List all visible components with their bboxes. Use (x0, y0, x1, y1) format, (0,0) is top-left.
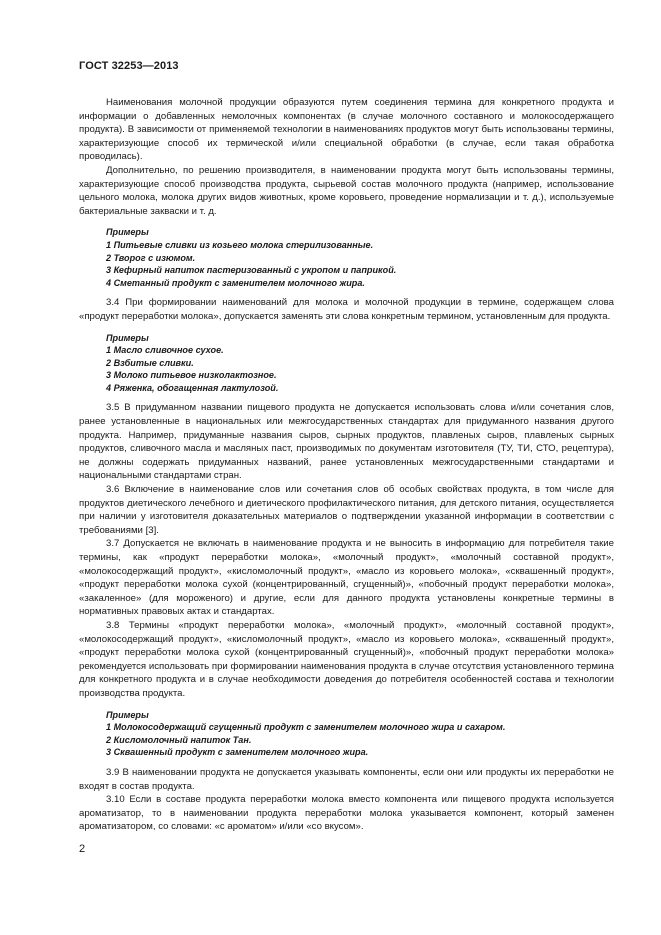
examples-block (106, 332, 614, 395)
example-item: 3 Сквашенный продукт с заменителем молочного жира. (106, 747, 369, 758)
paragraph-3-5: 3.5 В придуманном названии пищевого продукта не допускается использовать слова и/или сочетания слов, ранее установленные в национальных или межгосударственных стандартах для придуманного названия другого продукта. Например, придуманные названия сыров, сырных продуктов, плавленых сыров, плавленых сырных продуктов, сливочного масла и масляных паст, производимых по документам изготовителя (ТУ, ТИ, СТО, рецептура), не должны содержать придуманных названий, ранее установленных межгосударственными стандартами и национальными стандартами стран. (79, 402, 614, 482)
paragraph-3-7: 3.7 Допускается не включать в наименование продукта и не выносить в информацию для потребителя такие термины, как «продукт переработки молока», «молочный продукт», «молочный составной продукт», «молокосодержащий продукт», «кисломолочный продукт», «масло из коровьего молока», «сквашенный продукт», «продукт переработки молока сухой (концентрированный, сгущенный)», «побочный продукт переработки молока», «закаленное» (для мороженого) и другие, если для данного продукта установлены конкретные термины в нормативных правовых актах и стандартах. (79, 538, 614, 618)
example-item: 2 Творог с изюмом. (106, 252, 196, 263)
examples-title: Примеры (106, 709, 149, 720)
example-item: 3 Молоко питьевое низколактозное. (106, 370, 277, 381)
example-item: 1 Молокосодержащий сгущенный продукт с заменителем молочного жира и сахаром. (106, 722, 506, 733)
examples-block (106, 226, 614, 289)
examples-title: Примеры (106, 227, 149, 238)
paragraph-3-9: 3.9 В наименовании продукта не допускается указывать компоненты, если они или продукты их переработки не входят в состав продукта. (79, 766, 614, 792)
paragraph-3-10: 3.10 Если в составе продукта переработки молока вместо компонента или пищевого продукта используется ароматизатор, то в наименовании продукта переработки молока указывается компонент, который заменен ароматизатором, со словами: «с ароматом» и/или «со вкусом». (79, 794, 614, 833)
paragraph-3-8: 3.8 Термины «продукт переработки молока», «молочный продукт», «молочный составной продукт», «молокосодержащий продукт», «кисломолочный продукт», «масло из коровьего молока», «сквашенный продукт», «продукт переработки молока сухой (концентрированный сгущенный)», «побочный продукт переработки молока» рекомендуется использовать при формировании наименования продукта в случае отсутствия установленного термина для конкретного продукта и в случае необходимости доведения до потребителя особенностей состава и технологии производства продукта. (79, 619, 614, 699)
example-item: 2 Взбитые сливки. (106, 357, 194, 368)
example-item: 2 Кисломолочный напиток Тан. (106, 734, 252, 745)
paragraph-3-4: 3.4 При формировании наименований для молока и молочной продукции в термине, содержащем слова «продукт переработки молока», допускается заменять эти слова конкретным термином, установленным для продукта. (79, 297, 614, 322)
example-item: 3 Кефирный напиток пастеризованный с укропом и паприкой. (106, 265, 397, 276)
example-item: 4 Ряженка, обогащенная лактулозой. (106, 382, 279, 393)
example-item: 1 Масло сливочное сухое. (106, 345, 224, 356)
document-header: ГОСТ 32253—2013 (79, 60, 179, 72)
document-body (79, 96, 614, 834)
paragraph-3-6: 3.6 Включение в наименование слов или сочетания слов об особых свойствах продукта, в том числе для продуктов диетического лечебного и диетического профилактического питания, для детского питания, осуществляется при наличии у изготовителя доказательных материалов о подтверждении указанной информации в соответствии с требованиями [3]. (79, 484, 614, 536)
examples-block (106, 709, 614, 759)
examples-title: Примеры (106, 332, 149, 343)
example-item: 1 Питьевые сливки из козьего молока стерилизованные. (106, 239, 374, 250)
page-number: 2 (79, 843, 86, 855)
example-item: 4 Сметанный продукт с заменителем молочного жира. (106, 277, 365, 288)
paragraph: Наименования молочной продукции образуются путем соединения термина для конкретного продукта и информации о добавленных немолочных компонентах (в случае молочного составного и молокосодержащего продукта). В зависимости от применяемой технологии в наименованиях продуктов могут быть использованы термины, характеризующие способ их термической и/или специальной обработки (в случае, если такая обработка проводилась). (79, 97, 614, 163)
paragraph: Дополнительно, по решению производителя, в наименовании продукта могут быть использованы термины, характеризующие способ производства продукта, сырьевой состав молочного продукта (например, использование цельного молока, молока других видов животных, кроме коровьего, проведение нормализации и т. д.), используемые бактериальные закваски и т. д. (79, 164, 614, 217)
